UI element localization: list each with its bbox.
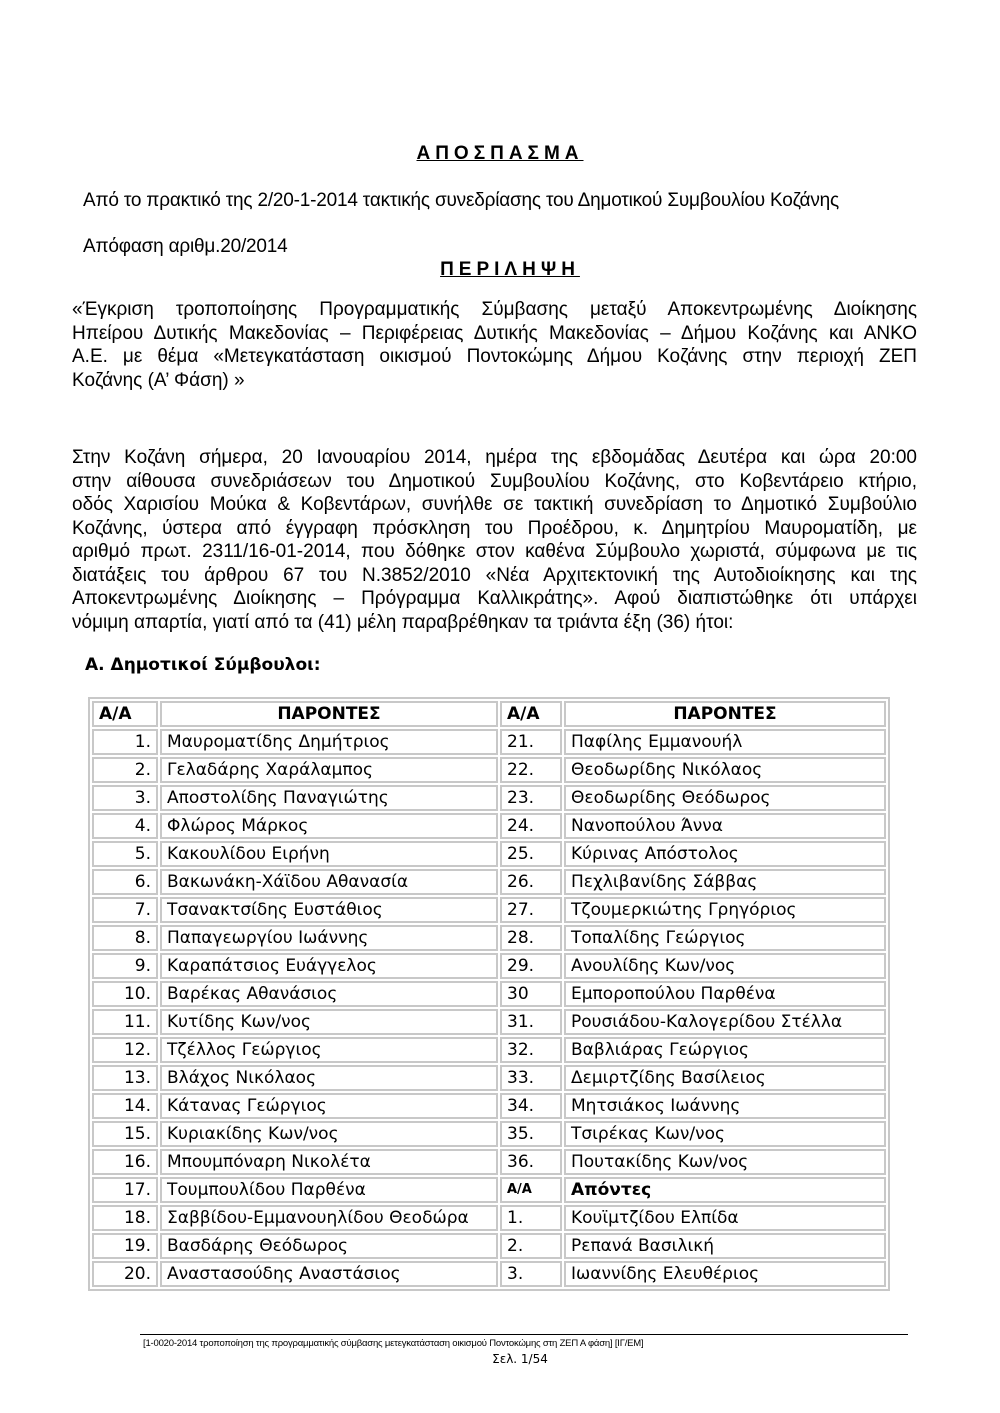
row-number: 33. (500, 1065, 562, 1091)
member-name: Ρουσιάδου-Καλογερίδου Στέλλα (564, 1009, 886, 1035)
member-name: Μαυροματίδης Δημήτριος (160, 729, 498, 755)
body-paragraph (72, 446, 917, 634)
table-row (92, 785, 886, 811)
member-name: Τουμπουλίδου Παρθένα (160, 1177, 498, 1203)
summary-title: ΠΕΡΙΛΗΨΗ (440, 259, 580, 280)
row-number: 2. (500, 1233, 562, 1259)
member-name: Τζουμερκιώτης Γρηγόριος (564, 897, 886, 923)
row-number: 29. (500, 953, 562, 979)
summary-line: Κοζάνης (Α’ Φάση) » (72, 369, 245, 391)
table-header-row (92, 701, 886, 727)
page-number: Σελ. 1/54 (492, 1352, 548, 1366)
member-name: Κύρινας Απόστολος (564, 841, 886, 867)
member-name: Πουτακίδης Κων/νος (564, 1149, 886, 1175)
row-number: 2. (92, 757, 158, 783)
row-number: 7. (92, 897, 158, 923)
row-number: 11. (92, 1009, 158, 1035)
body-line: Κοζάνης, ύστερα από έγγραφη πρόσκληση του Προέδρου, κ. Δημητρίου Μαυροματίδη, με (72, 517, 917, 539)
member-name: Αποστολίδης Παναγιώτης (160, 785, 498, 811)
member-name: Ρεπανά Βασιλική (564, 1233, 886, 1259)
row-number: 28. (500, 925, 562, 951)
member-name: Φλώρος Μάρκος (160, 813, 498, 839)
table-row (92, 1037, 886, 1063)
row-number: 5. (92, 841, 158, 867)
header-present: ΠΑΡΟΝΤΕΣ (564, 701, 886, 727)
summary-paragraph (72, 298, 917, 392)
table-row (92, 729, 886, 755)
member-name: Θεοδωρίδης Νικόλαος (564, 757, 886, 783)
member-name: Νανοπούλου Άννα (564, 813, 886, 839)
table-row (92, 1065, 886, 1091)
row-number: 26. (500, 869, 562, 895)
table-row (92, 1093, 886, 1119)
body-line: στην αίθουσα συνεδριάσεων του Δημοτικού Συμβουλίου Κοζάνης, στο Κοβεντάρειο κτήριο, (72, 470, 917, 492)
row-number: 35. (500, 1121, 562, 1147)
member-name: Ανουλίδης Κων/νος (564, 953, 886, 979)
body-line: Αποκεντρωμένης Διοίκησης – Πρόγραμμα Καλλικράτης». Αφού διαπιστώθηκε ότι υπάρχει (72, 588, 917, 609)
member-name: Κυτίδης Κων/νος (160, 1009, 498, 1035)
row-number: 31. (500, 1009, 562, 1035)
row-number: 36. (500, 1149, 562, 1175)
member-name: Πεχλιβανίδης Σάββας (564, 869, 886, 895)
header-aa: Α/Α (92, 701, 158, 727)
row-number: 23. (500, 785, 562, 811)
member-name: Γελαδάρης Χαράλαμπος (160, 757, 498, 783)
table-row (92, 1233, 886, 1259)
row-number: 3. (500, 1261, 562, 1287)
table-row (92, 757, 886, 783)
table-row (92, 813, 886, 839)
row-number: 8. (92, 925, 158, 951)
minutes-line: Από το πρακτικό της 2/20-1-2014 τακτικής συνεδρίασης του Δημοτικού Συμβουλίου Κοζάνης (83, 190, 839, 211)
section-heading: Α. Δημοτικοί Σύμβουλοι: (85, 655, 321, 675)
member-name: Σαββίδου-Εμμανουηλίδου Θεοδώρα (160, 1205, 498, 1231)
member-name: Τσανακτσίδης Ευστάθιος (160, 897, 498, 923)
table-row (92, 1261, 886, 1287)
body-line: Στην Κοζάνη σήμερα, 20 Ιανουαρίου 2014, ημέρα της εβδομάδας Δευτέρα και ώρα 20:00 (72, 447, 917, 468)
row-number: 14. (92, 1093, 158, 1119)
row-number: 18. (92, 1205, 158, 1231)
table-row (92, 897, 886, 923)
footer-reference: [1-0020-2014 τροποποίηση της προγραμματικής σύμβασης μετεγκατάσταση οικισμού Ποντοκώμης στη ΖΕΠ Α φάση] [ΙΓ/ΕΜ] (143, 1338, 644, 1349)
member-name: Βαρέκας Αθανάσιος (160, 981, 498, 1007)
header-aa: Α/Α (500, 701, 562, 727)
table-row (92, 869, 886, 895)
table-row (92, 1177, 886, 1203)
row-number: 1. (92, 729, 158, 755)
body-line: αριθμό πρωτ. 2311/16-01-2014, που δόθηκε στον καθένα Σύμβουλο χωριστά, σύμφωνα με τις (72, 541, 917, 562)
row-number: 9. (92, 953, 158, 979)
table-row (92, 953, 886, 979)
row-number: 10. (92, 981, 158, 1007)
member-name: Ιωαννίδης Ελευθέριος (564, 1261, 886, 1287)
member-name: Αναστασούδης Αναστάσιος (160, 1261, 498, 1287)
document-title: ΑΠΟΣΠΑΣΜΑ (416, 143, 584, 164)
member-name: Τοπαλίδης Γεώργιος (564, 925, 886, 951)
row-number: 6. (92, 869, 158, 895)
row-number: 25. (500, 841, 562, 867)
table-row (92, 841, 886, 867)
member-name: Παφίλης Εμμανουήλ (564, 729, 886, 755)
member-name: Κακουλίδου Ειρήνη (160, 841, 498, 867)
table-row (92, 1149, 886, 1175)
summary-line: «Έγκριση τροποποίησης Προγραμματικής Σύμβασης μεταξύ Αποκεντρωμένης Διοίκησης (72, 299, 917, 320)
row-number: 17. (92, 1177, 158, 1203)
header-present: ΠΑΡΟΝΤΕΣ (160, 701, 498, 727)
row-number: 1. (500, 1205, 562, 1231)
member-name: Καραπάτσιος Ευάγγελος (160, 953, 498, 979)
table-row (92, 925, 886, 951)
member-name: Βασδάρης Θεόδωρος (160, 1233, 498, 1259)
member-name: Βλάχος Νικόλαος (160, 1065, 498, 1091)
member-name: Βακωνάκη-Χάϊδου Αθανασία (160, 869, 498, 895)
row-number: 3. (92, 785, 158, 811)
member-name: Κάτανας Γεώργιος (160, 1093, 498, 1119)
table-row (92, 1121, 886, 1147)
row-number: 30 (500, 981, 562, 1007)
absent-header-aa: Α/Α (500, 1177, 562, 1203)
member-name: Κουϊμτζίδου Ελπίδα (564, 1205, 886, 1231)
row-number: 24. (500, 813, 562, 839)
summary-line: Α.Ε. με θέμα «Μετεγκατάσταση οικισμού Ποντοκώμης Δήμου Κοζάνης στην περιοχή ΖΕΠ (72, 346, 917, 367)
body-line: διατάξεις του άρθρου 67 του Ν.3852/2010 «Νέα Αρχιτεκτονική της Αυτοδιοίκησης και της (72, 564, 917, 586)
member-name: Μπουμπόναρη Νικολέτα (160, 1149, 498, 1175)
row-number: 21. (500, 729, 562, 755)
footer-divider (140, 1334, 908, 1335)
row-number: 34. (500, 1093, 562, 1119)
row-number: 32. (500, 1037, 562, 1063)
absent-header: Απόντες (564, 1177, 886, 1203)
member-name: Παπαγεωργίου Ιωάννης (160, 925, 498, 951)
row-number: 4. (92, 813, 158, 839)
summary-line: Ηπείρου Δυτικής Μακεδονίας – Περιφέρειας Δυτικής Μακεδονίας – Δήμου Κοζάνης και ΑΝΚΟ (72, 322, 917, 344)
row-number: 27. (500, 897, 562, 923)
row-number: 19. (92, 1233, 158, 1259)
member-name: Κυριακίδης Κων/νος (160, 1121, 498, 1147)
member-name: Μητσιάκος Ιωάννης (564, 1093, 886, 1119)
member-name: Βαβλιάρας Γεώργιος (564, 1037, 886, 1063)
decision-number: Απόφαση αριθμ.20/2014 (83, 236, 288, 257)
body-line: οδός Χαρισίου Μούκα & Κοβεντάρων, συνήλθε σε τακτική συνεδρίαση το Δημοτικό Συμβούλιο (72, 494, 917, 515)
member-name: Θεοδωρίδης Θεόδωρος (564, 785, 886, 811)
member-name: Δεμιρτζίδης Βασίλειος (564, 1065, 886, 1091)
row-number: 13. (92, 1065, 158, 1091)
table-row (92, 1205, 886, 1231)
body-line: νόμιμη απαρτία, γιατί από τα (41) μέλη παραβρέθηκαν τα τριάντα έξη (36) ήτοι: (72, 611, 734, 633)
row-number: 20. (92, 1261, 158, 1287)
member-name: Εμποροπούλου Παρθένα (564, 981, 886, 1007)
council-members-table (88, 697, 890, 1291)
row-number: 12. (92, 1037, 158, 1063)
row-number: 22. (500, 757, 562, 783)
table-row (92, 1009, 886, 1035)
member-name: Τζέλλος Γεώργιος (160, 1037, 498, 1063)
row-number: 16. (92, 1149, 158, 1175)
row-number: 15. (92, 1121, 158, 1147)
member-name: Τσιρέκας Κων/νος (564, 1121, 886, 1147)
table-row (92, 981, 886, 1007)
